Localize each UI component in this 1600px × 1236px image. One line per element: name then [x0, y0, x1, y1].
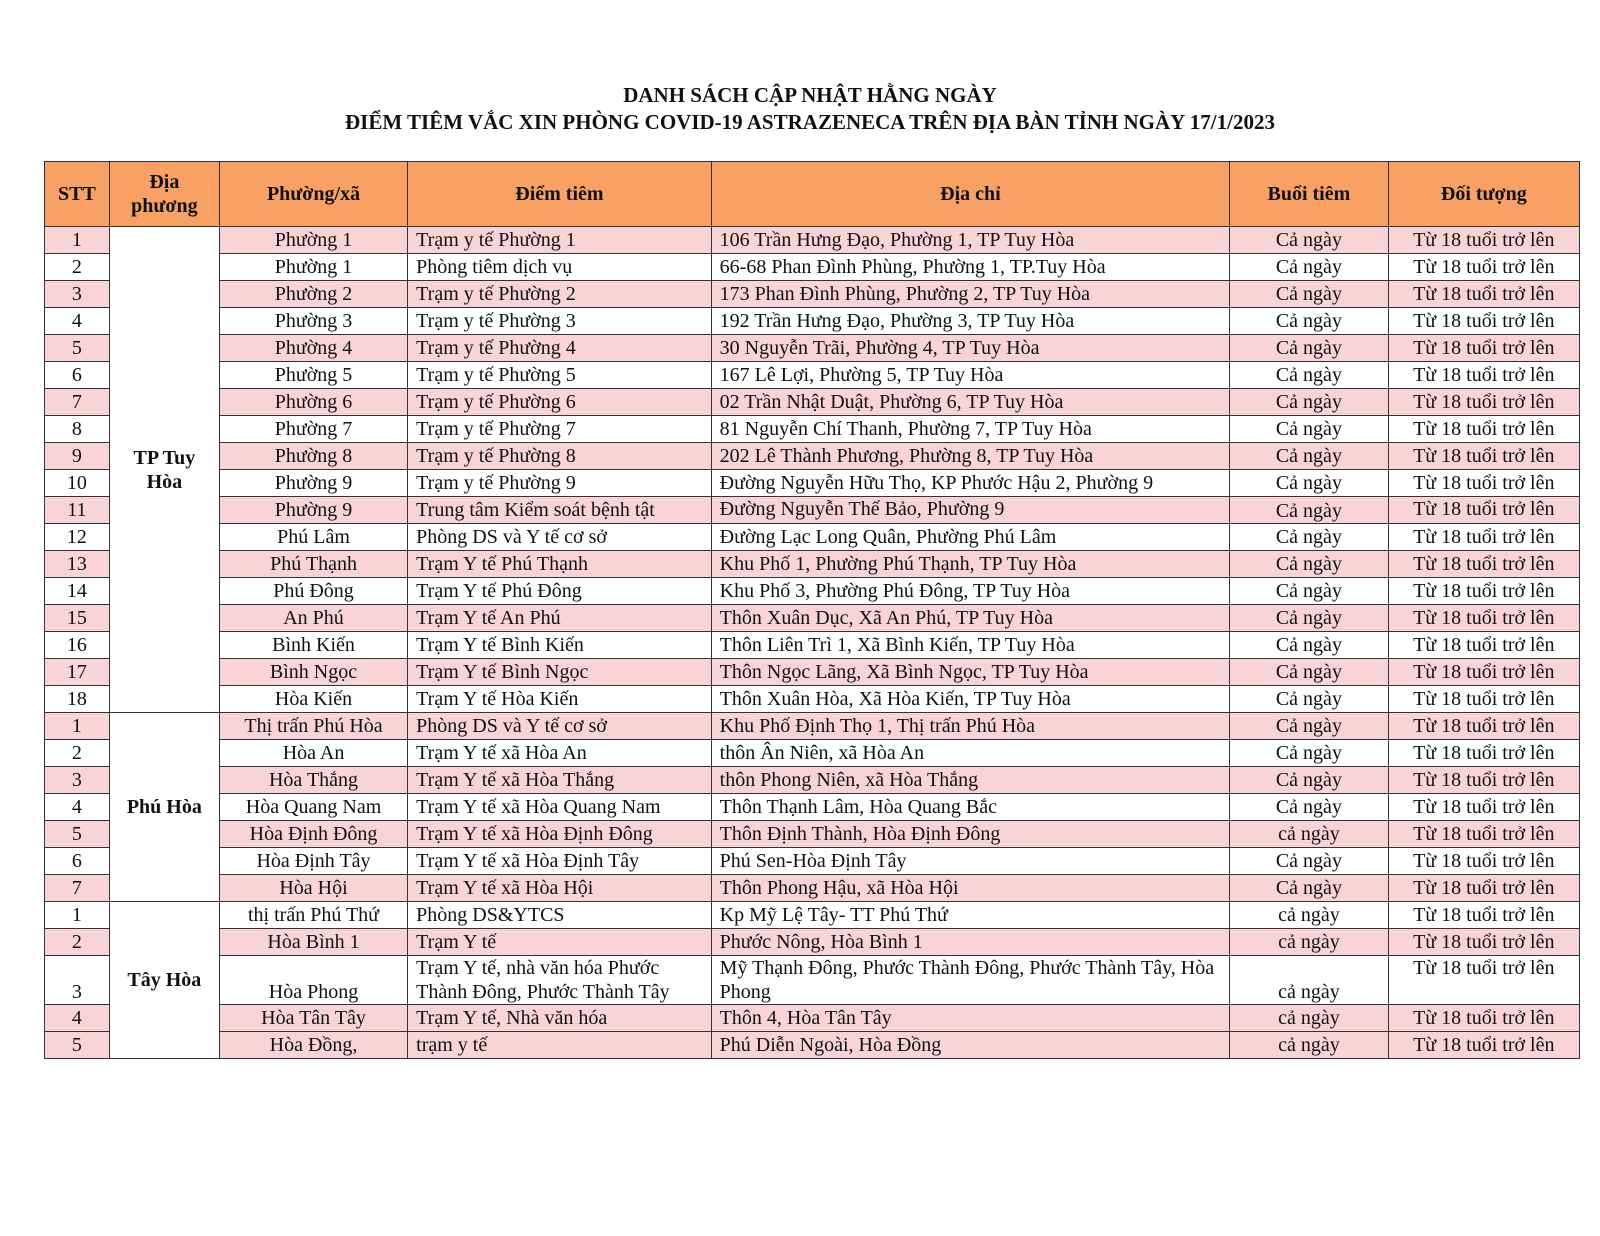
session-cell: Cả ngày — [1230, 389, 1388, 416]
header-district: Địa phương — [109, 162, 219, 227]
address-cell: 02 Trần Nhật Duật, Phường 6, TP Tuy Hòa — [711, 389, 1230, 416]
address-cell: Kp Mỹ Lệ Tây- TT Phú Thứ — [711, 902, 1230, 929]
row-number: 8 — [45, 416, 110, 443]
address-cell: thôn Phong Niên, xã Hòa Thắng — [711, 767, 1230, 794]
target-cell: Từ 18 tuổi trở lên — [1388, 578, 1579, 605]
address-cell: 167 Lê Lợi, Phường 5, TP Tuy Hòa — [711, 362, 1230, 389]
target-cell: Từ 18 tuổi trở lên — [1388, 551, 1579, 578]
row-number: 2 — [45, 740, 110, 767]
target-cell: Từ 18 tuổi trở lên — [1388, 659, 1579, 686]
site-cell: Phòng DS&YTCS — [408, 902, 712, 929]
site-cell: Trạm Y tế Hòa Kiến — [408, 686, 712, 713]
table-row — [45, 1032, 1580, 1059]
row-number: 1 — [45, 902, 110, 929]
session-cell: cả ngày — [1230, 1005, 1388, 1032]
session-cell: cả ngày — [1230, 821, 1388, 848]
ward-cell: Hòa Đồng, — [219, 1032, 407, 1059]
row-number: 7 — [45, 875, 110, 902]
table-row — [45, 659, 1580, 686]
site-cell: Phòng DS và Y tế cơ sở — [408, 713, 712, 740]
ward-cell: Phường 2 — [219, 281, 407, 308]
district-cell: Tây Hòa — [109, 902, 219, 1059]
district-cell: Phú Hòa — [109, 713, 219, 902]
address-cell: Khu Phố Định Thọ 1, Thị trấn Phú Hòa — [711, 713, 1230, 740]
row-number: 1 — [45, 713, 110, 740]
table-row — [45, 551, 1580, 578]
site-cell: Trạm y tế Phường 6 — [408, 389, 712, 416]
header-stt: STT — [45, 162, 110, 227]
ward-cell: Phường 1 — [219, 254, 407, 281]
session-cell: Cả ngày — [1230, 875, 1388, 902]
site-cell: Trạm y tế Phường 5 — [408, 362, 712, 389]
target-cell: Từ 18 tuổi trở lên — [1388, 308, 1579, 335]
ward-cell: Phú Đông — [219, 578, 407, 605]
address-cell: Thôn Xuân Hòa, Xã Hòa Kiến, TP Tuy Hòa — [711, 686, 1230, 713]
target-cell: Từ 18 tuổi trở lên — [1388, 713, 1579, 740]
session-cell: Cả ngày — [1230, 740, 1388, 767]
site-cell: Trạm y tế Phường 3 — [408, 308, 712, 335]
site-cell: Trạm Y tế xã Hòa An — [408, 740, 712, 767]
target-cell: Từ 18 tuổi trở lên — [1388, 1032, 1579, 1059]
site-cell: Trạm y tế Phường 9 — [408, 470, 712, 497]
row-number: 4 — [45, 308, 110, 335]
site-cell: Trạm y tế Phường 4 — [408, 335, 712, 362]
ward-cell: Bình Kiến — [219, 632, 407, 659]
address-cell: Mỹ Thạnh Đông, Phước Thành Đông, Phước Thành Tây, Hòa Phong — [711, 956, 1230, 1005]
site-cell: Trung tâm Kiểm soát bệnh tật — [408, 497, 712, 524]
row-number: 2 — [45, 929, 110, 956]
table-row — [45, 362, 1580, 389]
site-cell: Trạm Y tế xã Hòa Định Tây — [408, 848, 712, 875]
vaccination-site-table — [44, 161, 1580, 1059]
ward-cell: Phường 9 — [219, 470, 407, 497]
table-row — [45, 308, 1580, 335]
session-cell: Cả ngày — [1230, 227, 1388, 254]
table-row — [45, 578, 1580, 605]
target-cell: Từ 18 tuổi trở lên — [1388, 632, 1579, 659]
table-header-row — [45, 162, 1580, 227]
address-cell: 202 Lê Thành Phương, Phường 8, TP Tuy Hòa — [711, 443, 1230, 470]
target-cell: Từ 18 tuổi trở lên — [1388, 902, 1579, 929]
session-cell: Cả ngày — [1230, 362, 1388, 389]
table-row — [45, 281, 1580, 308]
row-number: 3 — [45, 956, 110, 1005]
table-row — [45, 686, 1580, 713]
address-cell: Phước Nông, Hòa Bình 1 — [711, 929, 1230, 956]
session-cell: Cả ngày — [1230, 713, 1388, 740]
row-number: 15 — [45, 605, 110, 632]
target-cell: Từ 18 tuổi trở lên — [1388, 497, 1579, 524]
address-cell: 192 Trần Hưng Đạo, Phường 3, TP Tuy Hòa — [711, 308, 1230, 335]
target-cell: Từ 18 tuổi trở lên — [1388, 470, 1579, 497]
ward-cell: Phường 4 — [219, 335, 407, 362]
session-cell: Cả ngày — [1230, 551, 1388, 578]
address-cell: thôn Ân Niên, xã Hòa An — [711, 740, 1230, 767]
table-row — [45, 1005, 1580, 1032]
session-cell: Cả ngày — [1230, 848, 1388, 875]
target-cell: Từ 18 tuổi trở lên — [1388, 254, 1579, 281]
ward-cell: Hòa Bình 1 — [219, 929, 407, 956]
table-row — [45, 605, 1580, 632]
site-cell: Trạm Y tế Bình Kiến — [408, 632, 712, 659]
row-number: 6 — [45, 848, 110, 875]
row-number: 5 — [45, 1032, 110, 1059]
address-cell: Phú Diễn Ngoài, Hòa Đồng — [711, 1032, 1230, 1059]
ward-cell: Phú Lâm — [219, 524, 407, 551]
address-cell: Thôn 4, Hòa Tân Tây — [711, 1005, 1230, 1032]
ward-cell: Hòa An — [219, 740, 407, 767]
table-row — [45, 929, 1580, 956]
address-cell: Thôn Ngọc Lãng, Xã Bình Ngọc, TP Tuy Hòa — [711, 659, 1230, 686]
row-number: 13 — [45, 551, 110, 578]
target-cell: Từ 18 tuổi trở lên — [1388, 767, 1579, 794]
target-cell: Từ 18 tuổi trở lên — [1388, 281, 1579, 308]
address-cell: Phú Sen-Hòa Định Tây — [711, 848, 1230, 875]
target-cell: Từ 18 tuổi trở lên — [1388, 443, 1579, 470]
address-cell: 106 Trần Hưng Đạo, Phường 1, TP Tuy Hòa — [711, 227, 1230, 254]
ward-cell: Phường 6 — [219, 389, 407, 416]
address-cell: 81 Nguyễn Chí Thanh, Phường 7, TP Tuy Hòa — [711, 416, 1230, 443]
table-row — [45, 524, 1580, 551]
row-number: 10 — [45, 470, 110, 497]
target-cell: Từ 18 tuổi trở lên — [1388, 227, 1579, 254]
table-row — [45, 902, 1580, 929]
table-row — [45, 497, 1580, 524]
site-cell: Trạm y tế Phường 2 — [408, 281, 712, 308]
target-cell: Từ 18 tuổi trở lên — [1388, 740, 1579, 767]
table-row — [45, 632, 1580, 659]
table-row — [45, 713, 1580, 740]
header-site: Điểm tiêm — [408, 162, 712, 227]
row-number: 4 — [45, 1005, 110, 1032]
site-cell: Trạm Y tế xã Hòa Định Đông — [408, 821, 712, 848]
row-number: 4 — [45, 794, 110, 821]
target-cell: Từ 18 tuổi trở lên — [1388, 875, 1579, 902]
table-row — [45, 254, 1580, 281]
address-cell: Thôn Xuân Dục, Xã An Phú, TP Tuy Hòa — [711, 605, 1230, 632]
ward-cell: Phường 9 — [219, 497, 407, 524]
target-cell: Từ 18 tuổi trở lên — [1388, 956, 1579, 1005]
address-cell: Đường Nguyễn Thế Bảo, Phường 9 — [711, 497, 1230, 524]
site-cell: Trạm Y tế Phú Đông — [408, 578, 712, 605]
session-cell: Cả ngày — [1230, 443, 1388, 470]
header-ward: Phường/xã — [219, 162, 407, 227]
table-row — [45, 416, 1580, 443]
table-row — [45, 956, 1580, 1005]
site-cell: trạm y tế — [408, 1032, 712, 1059]
row-number: 3 — [45, 767, 110, 794]
site-cell: Trạm y tế Phường 8 — [408, 443, 712, 470]
session-cell: Cả ngày — [1230, 578, 1388, 605]
site-cell: Trạm Y tế An Phú — [408, 605, 712, 632]
title-line-2: ĐIỂM TIÊM VẮC XIN PHÒNG COVID-19 ASTRAZENECA TRÊN ĐỊA BÀN TỈNH NGÀY 17/1/2023 — [345, 110, 1275, 134]
table-row — [45, 740, 1580, 767]
target-cell: Từ 18 tuổi trở lên — [1388, 686, 1579, 713]
session-cell: Cả ngày — [1230, 497, 1388, 524]
ward-cell: Hòa Định Tây — [219, 848, 407, 875]
site-cell: Trạm Y tế xã Hòa Hội — [408, 875, 712, 902]
target-cell: Từ 18 tuổi trở lên — [1388, 821, 1579, 848]
ward-cell: Phường 1 — [219, 227, 407, 254]
ward-cell: Phú Thạnh — [219, 551, 407, 578]
session-cell: Cả ngày — [1230, 794, 1388, 821]
session-cell: Cả ngày — [1230, 470, 1388, 497]
title-line-1: DANH SÁCH CẬP NHẬT HẰNG NGÀY — [623, 83, 997, 107]
ward-cell: Hòa Phong — [219, 956, 407, 1005]
session-cell: Cả ngày — [1230, 686, 1388, 713]
table-row — [45, 767, 1580, 794]
row-number: 5 — [45, 335, 110, 362]
address-cell: Thôn Liên Trì 1, Xã Bình Kiến, TP Tuy Hòa — [711, 632, 1230, 659]
row-number: 7 — [45, 389, 110, 416]
header-session: Buổi tiêm — [1230, 162, 1388, 227]
ward-cell: thị trấn Phú Thứ — [219, 902, 407, 929]
table-row — [45, 794, 1580, 821]
site-cell: Trạm Y tế, nhà văn hóa Phước Thành Đông, Phước Thành Tây — [408, 956, 712, 1005]
target-cell: Từ 18 tuổi trở lên — [1388, 605, 1579, 632]
table-row — [45, 848, 1580, 875]
row-number: 1 — [45, 227, 110, 254]
address-cell: Thôn Định Thành, Hòa Định Đông — [711, 821, 1230, 848]
session-cell: Cả ngày — [1230, 308, 1388, 335]
ward-cell: Hòa Kiến — [219, 686, 407, 713]
site-cell: Trạm Y tế Phú Thạnh — [408, 551, 712, 578]
session-cell: Cả ngày — [1230, 659, 1388, 686]
row-number: 17 — [45, 659, 110, 686]
header-address: Địa chỉ — [711, 162, 1230, 227]
ward-cell: Phường 3 — [219, 308, 407, 335]
site-cell: Phòng tiêm dịch vụ — [408, 254, 712, 281]
table-row — [45, 470, 1580, 497]
table-row — [45, 443, 1580, 470]
session-cell: Cả ngày — [1230, 767, 1388, 794]
session-cell: cả ngày — [1230, 902, 1388, 929]
site-cell: Trạm Y tế Bình Ngọc — [408, 659, 712, 686]
ward-cell: Hòa Thắng — [219, 767, 407, 794]
site-cell: Phòng DS và Y tế cơ sở — [408, 524, 712, 551]
session-cell: cả ngày — [1230, 956, 1388, 1005]
ward-cell: Hòa Tân Tây — [219, 1005, 407, 1032]
document-title — [0, 82, 1600, 136]
table-row — [45, 227, 1580, 254]
ward-cell: An Phú — [219, 605, 407, 632]
address-cell: 173 Phan Đình Phùng, Phường 2, TP Tuy Hòa — [711, 281, 1230, 308]
row-number: 6 — [45, 362, 110, 389]
target-cell: Từ 18 tuổi trở lên — [1388, 524, 1579, 551]
session-cell: Cả ngày — [1230, 254, 1388, 281]
session-cell: Cả ngày — [1230, 605, 1388, 632]
row-number: 12 — [45, 524, 110, 551]
ward-cell: Phường 5 — [219, 362, 407, 389]
row-number: 11 — [45, 497, 110, 524]
table-row — [45, 821, 1580, 848]
table-row — [45, 875, 1580, 902]
district-cell: TP Tuy Hòa — [109, 227, 219, 713]
target-cell: Từ 18 tuổi trở lên — [1388, 848, 1579, 875]
row-number: 2 — [45, 254, 110, 281]
target-cell: Từ 18 tuổi trở lên — [1388, 416, 1579, 443]
site-cell: Trạm y tế Phường 7 — [408, 416, 712, 443]
address-cell: Thôn Thạnh Lâm, Hòa Quang Bắc — [711, 794, 1230, 821]
session-cell: cả ngày — [1230, 929, 1388, 956]
table-row — [45, 335, 1580, 362]
table-body — [45, 227, 1580, 1059]
address-cell: Đường Nguyễn Hữu Thọ, KP Phước Hậu 2, Phường 9 — [711, 470, 1230, 497]
ward-cell: Hòa Định Đông — [219, 821, 407, 848]
address-cell: 30 Nguyễn Trãi, Phường 4, TP Tuy Hòa — [711, 335, 1230, 362]
ward-cell: Hòa Quang Nam — [219, 794, 407, 821]
session-cell: Cả ngày — [1230, 632, 1388, 659]
target-cell: Từ 18 tuổi trở lên — [1388, 929, 1579, 956]
target-cell: Từ 18 tuổi trở lên — [1388, 335, 1579, 362]
session-cell: cả ngày — [1230, 1032, 1388, 1059]
target-cell: Từ 18 tuổi trở lên — [1388, 362, 1579, 389]
session-cell: Cả ngày — [1230, 524, 1388, 551]
ward-cell: Thị trấn Phú Hòa — [219, 713, 407, 740]
target-cell: Từ 18 tuổi trở lên — [1388, 389, 1579, 416]
address-cell: 66-68 Phan Đình Phùng, Phường 1, TP.Tuy Hòa — [711, 254, 1230, 281]
ward-cell: Phường 8 — [219, 443, 407, 470]
row-number: 5 — [45, 821, 110, 848]
target-cell: Từ 18 tuổi trở lên — [1388, 1005, 1579, 1032]
site-cell: Trạm Y tế xã Hòa Quang Nam — [408, 794, 712, 821]
ward-cell: Phường 7 — [219, 416, 407, 443]
site-cell: Trạm Y tế — [408, 929, 712, 956]
site-cell: Trạm Y tế xã Hòa Thắng — [408, 767, 712, 794]
target-cell: Từ 18 tuổi trở lên — [1388, 794, 1579, 821]
address-cell: Khu Phố 1, Phường Phú Thạnh, TP Tuy Hòa — [711, 551, 1230, 578]
row-number: 18 — [45, 686, 110, 713]
site-cell: Trạm y tế Phường 1 — [408, 227, 712, 254]
session-cell: Cả ngày — [1230, 281, 1388, 308]
session-cell: Cả ngày — [1230, 416, 1388, 443]
site-cell: Trạm Y tế, Nhà văn hóa — [408, 1005, 712, 1032]
address-cell: Đường Lạc Long Quân, Phường Phú Lâm — [711, 524, 1230, 551]
row-number: 14 — [45, 578, 110, 605]
row-number: 9 — [45, 443, 110, 470]
session-cell: Cả ngày — [1230, 335, 1388, 362]
row-number: 3 — [45, 281, 110, 308]
row-number: 16 — [45, 632, 110, 659]
header-target: Đối tượng — [1388, 162, 1579, 227]
address-cell: Thôn Phong Hậu, xã Hòa Hội — [711, 875, 1230, 902]
table-row — [45, 389, 1580, 416]
ward-cell: Hòa Hội — [219, 875, 407, 902]
address-cell: Khu Phố 3, Phường Phú Đông, TP Tuy Hòa — [711, 578, 1230, 605]
ward-cell: Bình Ngọc — [219, 659, 407, 686]
